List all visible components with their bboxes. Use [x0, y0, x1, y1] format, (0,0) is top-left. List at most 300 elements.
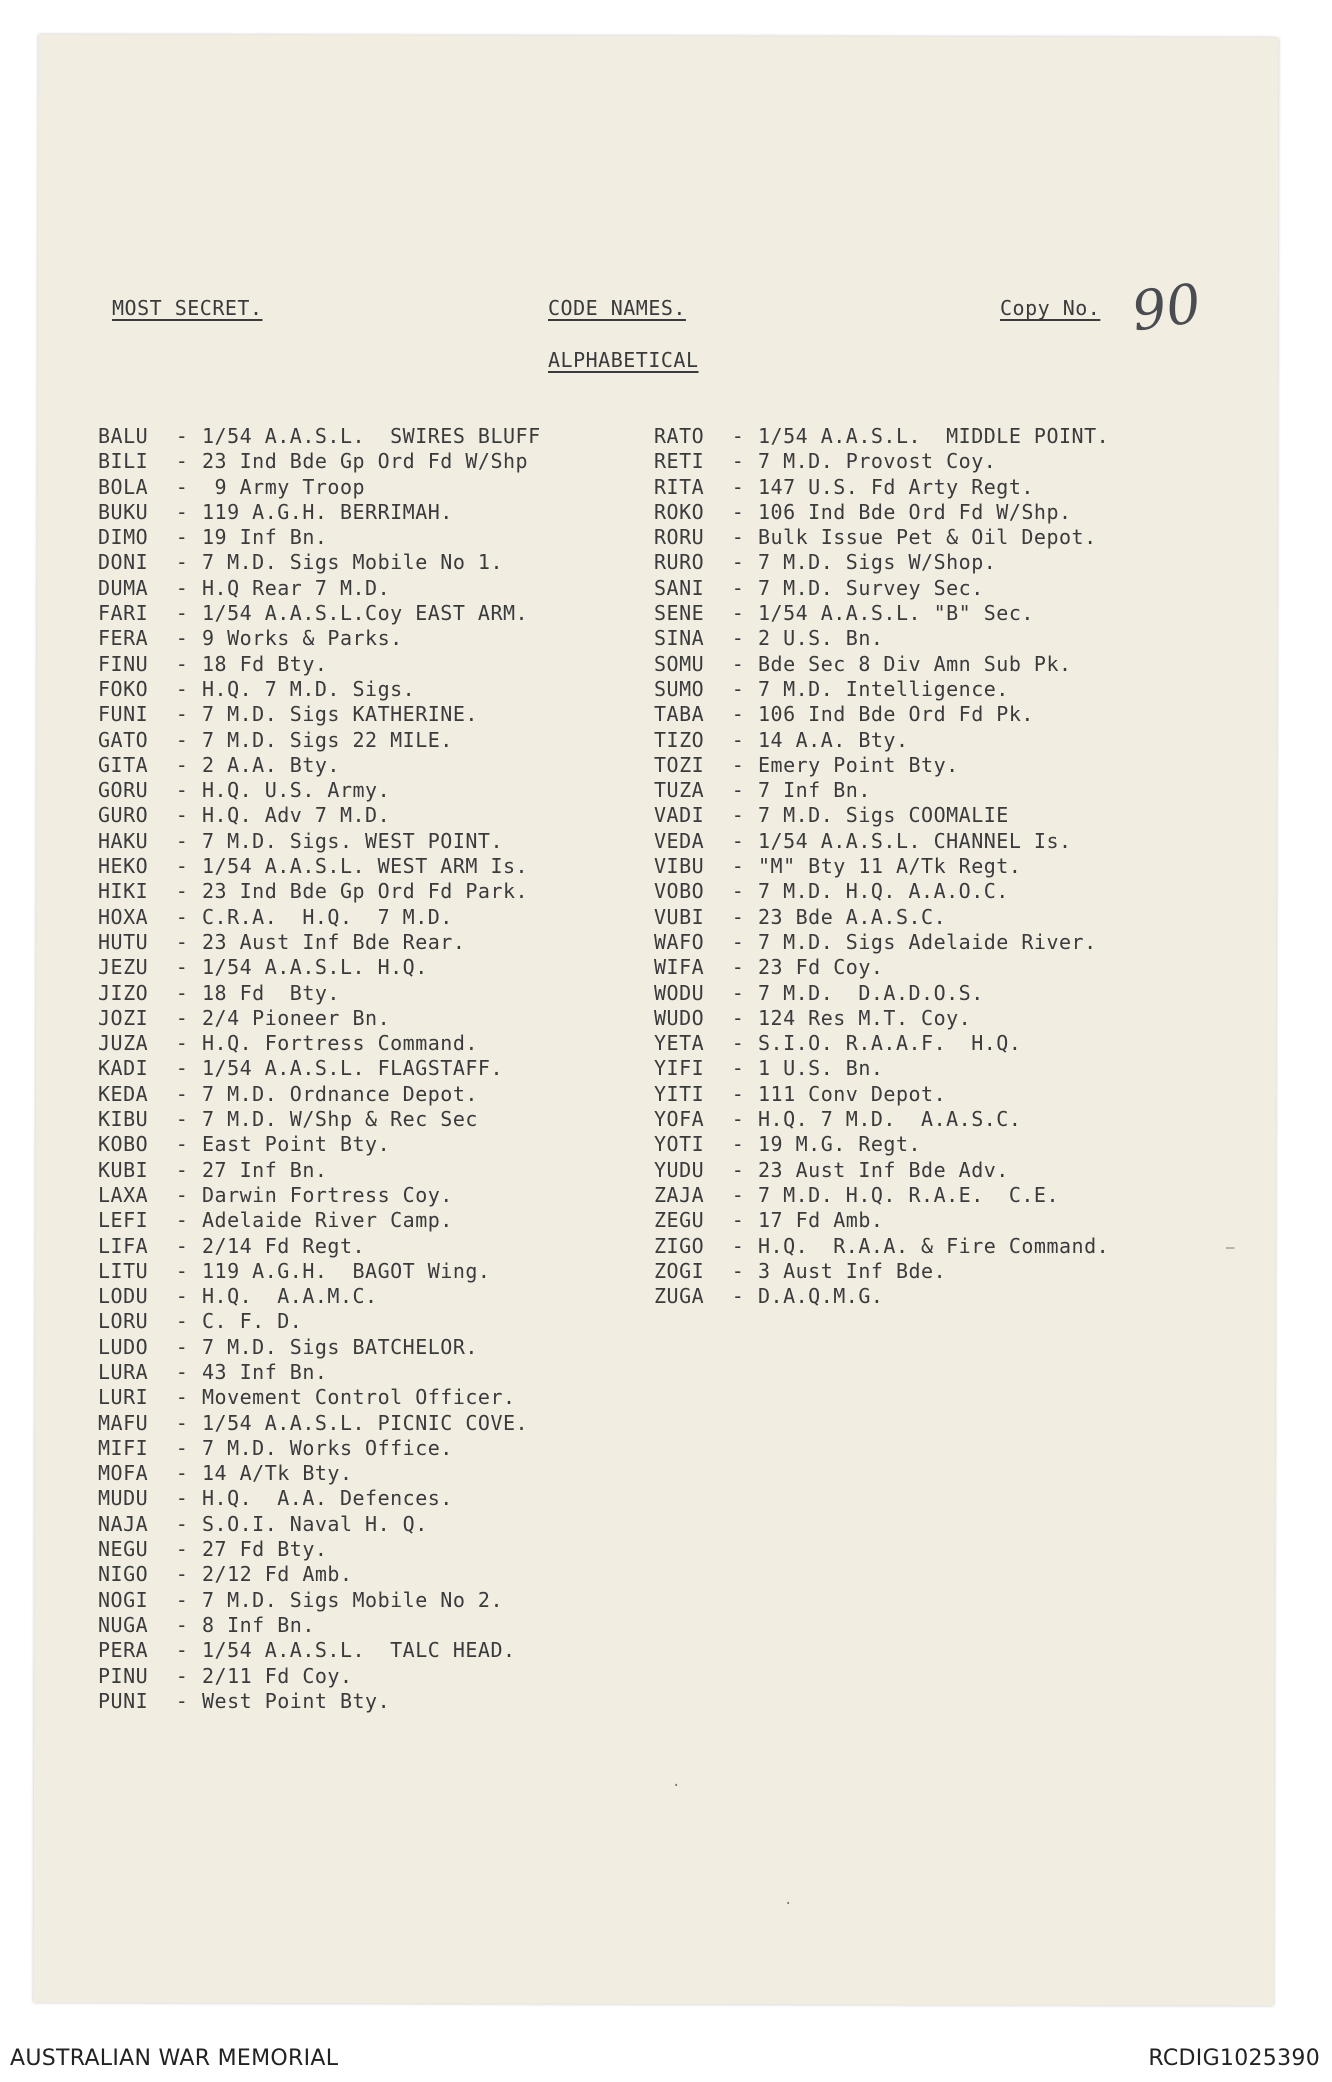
code-entry	[98, 576, 541, 601]
unit-description: 7 M.D. Sigs Mobile No 1.	[202, 550, 503, 575]
code-entry	[98, 905, 541, 930]
code-entry	[654, 1031, 1109, 1056]
unit-description: 2/12 Fd Amb.	[202, 1562, 353, 1587]
code-entry	[98, 1132, 541, 1157]
separator-dash: -	[731, 955, 745, 980]
code-name: LEFI	[98, 1208, 149, 1233]
unit-description: 1/54 A.A.S.L. FLAGSTAFF.	[202, 1056, 503, 1081]
unit-description: 2/4 Pioneer Bn.	[202, 1005, 391, 1030]
unit-description: 7 M.D. Sigs KATHERINE.	[202, 702, 478, 727]
separator-dash: -	[175, 1081, 189, 1106]
code-name: RORU	[654, 525, 705, 550]
unit-description: H.Q. Adv 7 M.D.	[202, 803, 391, 828]
separator-dash: -	[175, 879, 189, 904]
code-entry	[98, 1461, 541, 1486]
code-entry	[98, 829, 541, 854]
unit-description: 7 M.D. Sigs W/Shop.	[758, 550, 997, 575]
code-entry	[98, 550, 541, 575]
unit-description: 1 U.S. Bn.	[758, 1056, 884, 1081]
separator-dash: -	[175, 1612, 189, 1637]
separator-dash: -	[175, 1284, 189, 1309]
code-entry	[98, 1638, 541, 1663]
separator-dash: -	[731, 1081, 745, 1106]
unit-description: West Point Bty.	[202, 1688, 391, 1713]
code-name: PINU	[98, 1663, 149, 1688]
code-entry	[654, 1158, 1109, 1183]
separator-dash: -	[731, 1132, 745, 1157]
code-name: LAXA	[98, 1182, 149, 1207]
unit-description: 23 Ind Bde Gp Ord Fd W/Shp	[202, 449, 529, 474]
separator-dash: -	[175, 449, 189, 474]
unit-description: H.Q. Fortress Command.	[202, 1031, 478, 1056]
code-entry	[654, 576, 1109, 601]
code-entry	[654, 677, 1109, 702]
separator-dash: -	[731, 778, 745, 803]
unit-description: 14 A/Tk Bty.	[202, 1461, 353, 1486]
separator-dash: -	[731, 1157, 745, 1182]
separator-dash: -	[175, 1132, 189, 1157]
unit-description: 18 Fd Bty.	[202, 980, 340, 1005]
code-name: VEDA	[654, 828, 705, 853]
code-entry	[98, 1107, 541, 1132]
unit-description: H.Q Rear 7 M.D.	[202, 575, 391, 600]
code-entry	[98, 475, 541, 500]
code-entry	[98, 702, 541, 727]
code-entry	[654, 424, 1109, 449]
separator-dash: -	[731, 929, 745, 954]
code-entry	[654, 905, 1109, 930]
document-subtitle: ALPHABETICAL	[548, 348, 699, 372]
code-entry	[654, 1132, 1109, 1157]
code-entry	[98, 955, 541, 980]
separator-dash: -	[731, 575, 745, 600]
unit-description: Movement Control Officer.	[202, 1385, 516, 1410]
code-entry	[98, 1056, 541, 1081]
separator-dash: -	[175, 727, 189, 752]
separator-dash: -	[175, 1410, 189, 1435]
code-name: YETA	[654, 1031, 705, 1056]
unit-description: H.Q. 7 M.D. Sigs.	[202, 676, 416, 701]
unit-description: 2 U.S. Bn.	[758, 626, 884, 651]
separator-dash: -	[175, 499, 189, 524]
code-entry	[654, 1284, 1109, 1309]
separator-dash: -	[175, 904, 189, 929]
code-name: BOLA	[98, 474, 149, 499]
code-entry	[98, 1664, 541, 1689]
code-entry	[98, 1411, 541, 1436]
code-name: VADI	[654, 803, 705, 828]
separator-dash: -	[175, 1587, 189, 1612]
code-name: SOMU	[654, 651, 705, 676]
paper-speck: ·	[672, 1778, 681, 1794]
classification-heading: MOST SECRET.	[112, 296, 263, 320]
unit-description: 1/54 A.A.S.L. MIDDLE POINT.	[758, 424, 1110, 448]
code-list-right-column	[654, 424, 1109, 1309]
code-entry	[654, 879, 1109, 904]
separator-dash: -	[175, 778, 189, 803]
code-name: SINA	[654, 626, 705, 651]
code-list-left-column	[98, 424, 541, 1714]
separator-dash: -	[731, 854, 745, 879]
unit-description: 147 U.S. Fd Arty Regt.	[758, 474, 1034, 499]
separator-dash: -	[731, 803, 745, 828]
code-entry	[654, 955, 1109, 980]
code-entry	[98, 981, 541, 1006]
code-name: KIBU	[98, 1107, 149, 1132]
unit-description: 23 Aust Inf Bde Rear.	[202, 929, 466, 954]
code-name: DIMO	[98, 525, 149, 550]
unit-description: 7 M.D. H.Q. R.A.E. C.E.	[758, 1182, 1059, 1207]
code-entry	[654, 1006, 1109, 1031]
code-entry	[98, 1385, 541, 1410]
code-name: WODU	[654, 980, 705, 1005]
separator-dash: -	[175, 1005, 189, 1030]
code-name: MIFI	[98, 1435, 149, 1460]
unit-description: S.I.O. R.A.A.F. H.Q.	[758, 1031, 1022, 1056]
code-name: ROKO	[654, 499, 705, 524]
code-entry	[98, 1284, 541, 1309]
code-name: YOFA	[654, 1107, 705, 1132]
code-name: LUDO	[98, 1334, 149, 1359]
unit-description: H.Q. A.A.M.C.	[202, 1284, 378, 1309]
unit-description: 7 M.D. H.Q. A.A.O.C.	[758, 879, 1009, 904]
code-name: HIKI	[98, 879, 149, 904]
separator-dash: -	[731, 499, 745, 524]
code-name: WAFO	[654, 929, 705, 954]
unit-description: Emery Point Bty.	[758, 752, 959, 777]
code-name: GURO	[98, 803, 149, 828]
separator-dash: -	[175, 929, 189, 954]
unit-description: 8 Inf Bn.	[202, 1612, 315, 1637]
code-entry	[654, 1183, 1109, 1208]
code-entry	[98, 1613, 541, 1638]
code-entry	[98, 1436, 541, 1461]
separator-dash: -	[731, 1258, 745, 1283]
unit-description: 1/54 A.A.S.L. PICNIC COVE.	[202, 1410, 529, 1435]
code-name: JEZU	[98, 955, 149, 980]
code-entry	[98, 1309, 541, 1334]
unit-description: 7 M.D. Sigs Mobile No 2.	[202, 1587, 503, 1612]
unit-description: 27 Fd Bty.	[202, 1537, 328, 1562]
separator-dash: -	[731, 1031, 745, 1056]
code-entry	[98, 1031, 541, 1056]
separator-dash: -	[175, 1258, 189, 1283]
separator-dash: -	[175, 1359, 189, 1384]
code-name: LURA	[98, 1359, 149, 1384]
code-entry	[98, 879, 541, 904]
code-entry	[98, 1562, 541, 1587]
code-name: NAJA	[98, 1511, 149, 1536]
separator-dash: -	[175, 955, 189, 980]
code-name: LITU	[98, 1258, 149, 1283]
code-name: RURO	[654, 550, 705, 575]
code-name: NUGA	[98, 1612, 149, 1637]
unit-description: 7 M.D. Survey Sec.	[758, 575, 984, 600]
unit-description: 7 M.D. Sigs COOMALIE	[758, 803, 1009, 828]
unit-description: 1/54 A.A.S.L. "B" Sec.	[758, 601, 1034, 626]
code-name: LORU	[98, 1309, 149, 1334]
code-entry	[654, 525, 1109, 550]
code-entry	[98, 1259, 541, 1284]
unit-description: 7 M.D. Sigs 22 MILE.	[202, 727, 453, 752]
unit-description: 7 Inf Bn.	[758, 778, 871, 803]
code-entry	[98, 778, 541, 803]
separator-dash: -	[175, 525, 189, 550]
code-name: ZOGI	[654, 1258, 705, 1283]
code-name: VUBI	[654, 904, 705, 929]
code-entry	[98, 930, 541, 955]
code-name: VIBU	[654, 854, 705, 879]
code-name: TUZA	[654, 778, 705, 803]
separator-dash: -	[175, 752, 189, 777]
separator-dash: -	[731, 879, 745, 904]
unit-description: 23 Bde A.A.S.C.	[758, 904, 947, 929]
separator-dash: -	[175, 980, 189, 1005]
unit-description: 3 Aust Inf Bde.	[758, 1258, 947, 1283]
unit-description: 1/54 A.A.S.L. TALC HEAD.	[202, 1638, 516, 1663]
code-name: FUNI	[98, 702, 149, 727]
code-name: MUDU	[98, 1486, 149, 1511]
separator-dash: -	[175, 1233, 189, 1258]
unit-description: 7 M.D. D.A.D.O.S.	[758, 980, 984, 1005]
archive-credit: AUSTRALIAN WAR MEMORIAL	[10, 2046, 339, 2071]
separator-dash: -	[175, 474, 189, 499]
separator-dash: -	[175, 1208, 189, 1233]
unit-description: 19 M.G. Regt.	[758, 1132, 922, 1157]
unit-description: D.A.Q.M.G.	[758, 1284, 884, 1309]
separator-dash: -	[175, 1562, 189, 1587]
separator-dash: -	[731, 449, 745, 474]
unit-description: Bde Sec 8 Div Amn Sub Pk.	[758, 651, 1072, 676]
unit-description: 119 A.G.H. BAGOT Wing.	[202, 1258, 491, 1283]
code-entry	[98, 626, 541, 651]
pencil-mark: —	[1226, 1240, 1235, 1256]
unit-description: Darwin Fortress Coy.	[202, 1182, 453, 1207]
code-entry	[654, 803, 1109, 828]
unit-description: H.Q. A.A. Defences.	[202, 1486, 453, 1511]
separator-dash: -	[731, 651, 745, 676]
unit-description: 23 Aust Inf Bde Adv.	[758, 1157, 1009, 1182]
separator-dash: -	[175, 1638, 189, 1663]
unit-description: 1/54 A.A.S.L. SWIRES BLUFF	[202, 424, 541, 448]
code-entry	[654, 829, 1109, 854]
unit-description: 7 M.D. Ordnance Depot.	[202, 1081, 478, 1106]
code-entry	[98, 1234, 541, 1259]
separator-dash: -	[175, 1056, 189, 1081]
code-name: LIFA	[98, 1233, 149, 1258]
code-name: SENE	[654, 601, 705, 626]
code-entry	[98, 1689, 541, 1714]
separator-dash: -	[175, 575, 189, 600]
code-entry	[98, 1335, 541, 1360]
unit-description: 2 A.A. Bty.	[202, 752, 340, 777]
code-name: YUDU	[654, 1157, 705, 1182]
unit-description: "M" Bty 11 A/Tk Regt.	[758, 854, 1022, 879]
unit-description: C. F. D.	[202, 1309, 303, 1334]
separator-dash: -	[731, 550, 745, 575]
unit-description: 7 M.D. Sigs. WEST POINT.	[202, 828, 503, 853]
unit-description: 7 M.D. Sigs Adelaide River.	[758, 929, 1097, 954]
code-name: KADI	[98, 1056, 149, 1081]
code-entry	[98, 652, 541, 677]
unit-description: 106 Ind Bde Ord Fd W/Shp.	[758, 499, 1072, 524]
code-entry	[98, 1208, 541, 1233]
unit-description: 19 Inf Bn.	[202, 525, 328, 550]
unit-description: Bulk Issue Pet & Oil Depot.	[758, 525, 1097, 550]
code-name: FERA	[98, 626, 149, 651]
code-name: ZUGA	[654, 1284, 705, 1309]
code-name: FINU	[98, 651, 149, 676]
code-name: NOGI	[98, 1587, 149, 1612]
code-name: MAFU	[98, 1410, 149, 1435]
code-name: KEDA	[98, 1081, 149, 1106]
unit-description: 9 Army Troop	[202, 474, 366, 499]
code-name: FARI	[98, 601, 149, 626]
unit-description: 111 Conv Depot.	[758, 1081, 947, 1106]
code-entry	[654, 601, 1109, 626]
code-entry	[98, 803, 541, 828]
code-name: HOXA	[98, 904, 149, 929]
code-name: WIFA	[654, 955, 705, 980]
unit-description: 23 Fd Coy.	[758, 955, 884, 980]
document-title: CODE NAMES.	[548, 296, 686, 320]
code-entry	[654, 728, 1109, 753]
code-name: MOFA	[98, 1461, 149, 1486]
separator-dash: -	[175, 803, 189, 828]
unit-description: Adelaide River Camp.	[202, 1208, 453, 1233]
separator-dash: -	[175, 1031, 189, 1056]
code-name: LURI	[98, 1385, 149, 1410]
separator-dash: -	[175, 626, 189, 651]
code-name: YITI	[654, 1081, 705, 1106]
code-entry	[98, 854, 541, 879]
unit-description: 14 A.A. Bty.	[758, 727, 909, 752]
code-entry	[98, 449, 541, 474]
separator-dash: -	[731, 1107, 745, 1132]
unit-description: 43 Inf Bn.	[202, 1359, 328, 1384]
code-name: ZAJA	[654, 1182, 705, 1207]
code-entry	[654, 652, 1109, 677]
separator-dash: -	[175, 651, 189, 676]
code-entry	[654, 854, 1109, 879]
separator-dash: -	[731, 1182, 745, 1207]
paper-speck: ·	[784, 1896, 793, 1912]
separator-dash: -	[175, 1182, 189, 1207]
code-entry	[98, 1588, 541, 1613]
separator-dash: -	[175, 702, 189, 727]
separator-dash: -	[175, 1461, 189, 1486]
code-name: GORU	[98, 778, 149, 803]
code-entry	[654, 981, 1109, 1006]
code-entry	[654, 778, 1109, 803]
code-name: GATO	[98, 727, 149, 752]
unit-description: H.Q. U.S. Army.	[202, 778, 391, 803]
code-entry	[98, 1512, 541, 1537]
unit-description: East Point Bty.	[202, 1132, 391, 1157]
code-name: VOBO	[654, 879, 705, 904]
code-name: HUTU	[98, 929, 149, 954]
separator-dash: -	[731, 828, 745, 853]
code-name: JOZI	[98, 1005, 149, 1030]
code-name: WUDO	[654, 1005, 705, 1030]
code-name: TIZO	[654, 727, 705, 752]
code-entry	[98, 1158, 541, 1183]
unit-description: 7 M.D. Intelligence.	[758, 676, 1009, 701]
separator-dash: -	[731, 1233, 745, 1258]
code-name: BILI	[98, 449, 149, 474]
code-entry	[654, 475, 1109, 500]
separator-dash: -	[731, 525, 745, 550]
separator-dash: -	[731, 904, 745, 929]
code-entry	[654, 550, 1109, 575]
copy-number-label: Copy No.	[1000, 296, 1101, 320]
unit-description: 7 M.D. Works Office.	[202, 1435, 453, 1460]
separator-dash: -	[731, 474, 745, 499]
unit-description: 119 A.G.H. BERRIMAH.	[202, 499, 453, 524]
separator-dash: -	[731, 702, 745, 727]
code-entry	[654, 930, 1109, 955]
code-entry	[654, 1107, 1109, 1132]
unit-description: 17 Fd Amb.	[758, 1208, 884, 1233]
unit-description: 124 Res M.T. Coy.	[758, 1005, 972, 1030]
code-entry	[654, 702, 1109, 727]
separator-dash: -	[175, 1334, 189, 1359]
code-name: HAKU	[98, 828, 149, 853]
unit-description: 9 Works & Parks.	[202, 626, 403, 651]
unit-description: C.R.A. H.Q. 7 M.D.	[202, 904, 453, 929]
code-entry	[98, 753, 541, 778]
separator-dash: -	[175, 828, 189, 853]
unit-description: 106 Ind Bde Ord Fd Pk.	[758, 702, 1034, 727]
code-entry	[654, 449, 1109, 474]
code-name: ZIGO	[654, 1233, 705, 1258]
unit-description: 1/54 A.A.S.L. WEST ARM Is.	[202, 854, 529, 879]
code-name: RETI	[654, 449, 705, 474]
unit-description: 1/54 A.A.S.L. H.Q.	[202, 955, 428, 980]
code-name: HEKO	[98, 854, 149, 879]
code-name: NEGU	[98, 1537, 149, 1562]
separator-dash: -	[731, 1208, 745, 1233]
code-name: SANI	[654, 575, 705, 600]
separator-dash: -	[175, 1537, 189, 1562]
code-name: JUZA	[98, 1031, 149, 1056]
separator-dash: -	[731, 1284, 745, 1309]
code-name: GITA	[98, 752, 149, 777]
code-name: TOZI	[654, 752, 705, 777]
separator-dash: -	[175, 1157, 189, 1182]
separator-dash: -	[175, 601, 189, 626]
code-entry	[654, 626, 1109, 651]
separator-dash: -	[731, 1056, 745, 1081]
separator-dash: -	[731, 727, 745, 752]
unit-description: 2/11 Fd Coy.	[202, 1663, 353, 1688]
code-name: FOKO	[98, 676, 149, 701]
unit-description: 1/54 A.A.S.L.Coy EAST ARM.	[202, 601, 529, 626]
unit-description: H.Q. R.A.A. & Fire Command.	[758, 1233, 1110, 1258]
code-entry	[98, 601, 541, 626]
code-entry	[98, 677, 541, 702]
separator-dash: -	[731, 626, 745, 651]
code-entry	[98, 1537, 541, 1562]
separator-dash: -	[175, 1435, 189, 1460]
separator-dash: -	[175, 676, 189, 701]
separator-dash: -	[731, 676, 745, 701]
code-name: SUMO	[654, 676, 705, 701]
code-entry	[98, 500, 541, 525]
code-name: JIZO	[98, 980, 149, 1005]
code-entry	[654, 1234, 1109, 1259]
separator-dash: -	[731, 980, 745, 1005]
